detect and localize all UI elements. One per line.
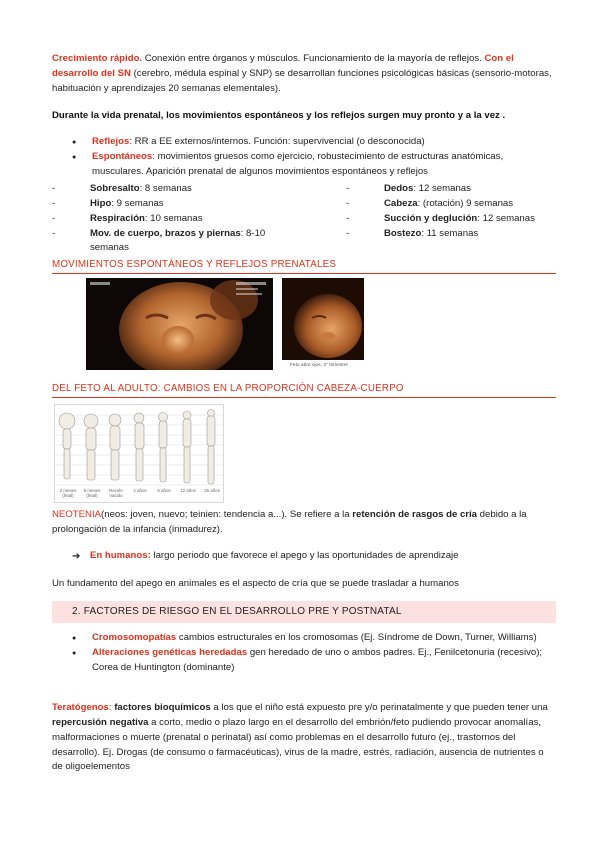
intro-highlight-1: Crecimiento rápido. (52, 53, 143, 64)
head-body-proportion-diagram (54, 404, 224, 503)
proportion-label: Recién nacido (109, 488, 123, 498)
list-item: - Cabeza: (rotación) 9 semanas (346, 197, 556, 212)
apego-paragraph: Un fundamento del apego en animales es el aspecto de cría que se puede trasladar a humanos (52, 578, 459, 589)
intro-text-2: (cerebro, médula espinal y SNP) se desarrollan funciones psicológicas básicas (sensorio-motoras, habituación y aprendizajes 20 semanas elementales). (52, 67, 552, 94)
section-divider (52, 397, 556, 398)
section-2-header (52, 601, 556, 623)
movements-left-column (52, 182, 290, 256)
neotenia-paragraph: NEOTENIA(neos: joven, nuevo; teinien: tendencia a...). Se refiere a la retención de rasgos de cría debido a la prolongación de la infancia (inmadurez). (52, 509, 527, 535)
heading-feto-adulto: DEL FETO AL ADULTO: CAMBIOS EN LA PROPORCIÓN CABEZA-CUERPO (52, 383, 404, 394)
teratogenos-paragraph: Teratógenos: factores bioquímicos a los que el niño está expuesto pre y/o perinatalmente y que pueden tener una repercusión negativa a corto, medio o plazo largo en el desarrollo del embrión/feto pudiendo provocar anomalías, malformaciones o muerte (prenatal o perinatal) así como problemas en el desarrollo futuro (ej., trastornos del desarrollo). Ej. Drogas (de consumo o farmacéuticas), virus de la madre, estrés, radiación, ausencia de nutrientes o de oligoelementos (52, 702, 548, 773)
proportion-label: 25 años (204, 488, 220, 493)
neotenia-label: NEOTENIA (52, 509, 102, 520)
fetus-eyes-open-image (282, 278, 364, 360)
espontaneos-label: Espontáneos (92, 150, 153, 162)
list-item: - Succión y deglución: 12 semanas (346, 212, 556, 227)
list-item: - Respiración: 10 semanas (52, 212, 290, 227)
proportion-label: 2 años (133, 488, 147, 493)
reflex-bullet-list (72, 135, 552, 180)
list-item: - Bostezo: 11 semanas (346, 227, 556, 242)
arrow-icon: ➔ (72, 551, 81, 562)
reflejos-text: : RR a EE externos/internos. Función: supervivencial (o desconocida) (129, 136, 425, 147)
list-item: - Hipo: 9 semanas (52, 197, 290, 212)
fetal-ultrasound-image (86, 278, 273, 370)
intro-highlight-2: Con el desarrollo del SN (52, 53, 514, 79)
intro-paragraph (52, 52, 552, 97)
neotenia-bold: retención de rasgos de cría (352, 509, 478, 520)
section-divider (52, 273, 556, 274)
intro-text-1: Conexión entre órganos y músculos. Funcionamiento de la mayoría de reflejos. (142, 53, 485, 64)
risk-bullet-list (72, 631, 552, 676)
proportion-label: 5 meses (fetal) (83, 488, 101, 498)
humanos-label: En humanos: (90, 550, 151, 561)
reflejos-label: Reflejos (92, 136, 130, 147)
list-item (72, 150, 552, 180)
proportion-label: 2 meses (fetal) (59, 488, 77, 498)
list-item: - Dedos: 12 semanas (346, 182, 556, 197)
movements-right-column (346, 182, 556, 241)
cromosomopatias-label: Cromosomopatías (92, 632, 177, 643)
heading-movimientos: MOVIMIENTOS ESPONTÁNEOS Y REFLEJOS PRENATALES (52, 259, 337, 270)
humanos-item: ➔ En humanos: largo periodo que favorece el apego y las oportunidades de aprendizaje (72, 549, 574, 564)
list-item: ● Alteraciones genéticas heredadas gen heredado de uno o ambos padres. Ej., Fenilcetonuria (recesivo); Corea de Huntington (dominante) (72, 646, 552, 676)
list-item: - Mov. de cuerpo, brazos y piernas: 8-10 semanas (52, 227, 290, 257)
prenatal-statement: Durante la vida prenatal, los movimientos espontáneos y los reflejos surgen muy pronto y a la vez . (52, 110, 506, 121)
espontaneos-text: : movimientos gruesos como ejercicio, robustecimiento de estructuras anatómicas, musculares. Aparición prenatal de algunos movimientos espontáneos y reflejos (92, 150, 504, 177)
list-item (72, 135, 552, 150)
list-item: - Sobresalto: 8 semanas (52, 182, 290, 197)
teratogenos-label: Teratógenos (52, 702, 109, 713)
alteraciones-label: Alteraciones genéticas heredadas (92, 646, 248, 658)
proportion-label: 12 años (180, 488, 196, 493)
list-item: ● Cromosomopatías cambios estructurales en los cromosomas (Ej. Síndrome de Down, Turner, Williams) (72, 631, 552, 646)
section-2-title: 2. FACTORES DE RIESGO EN EL DESARROLLO PRE Y POSTNATAL (72, 606, 402, 617)
photo-caption: Feto abre ojos, 3° trimestre (290, 363, 348, 368)
proportion-label: 6 años (157, 488, 171, 493)
